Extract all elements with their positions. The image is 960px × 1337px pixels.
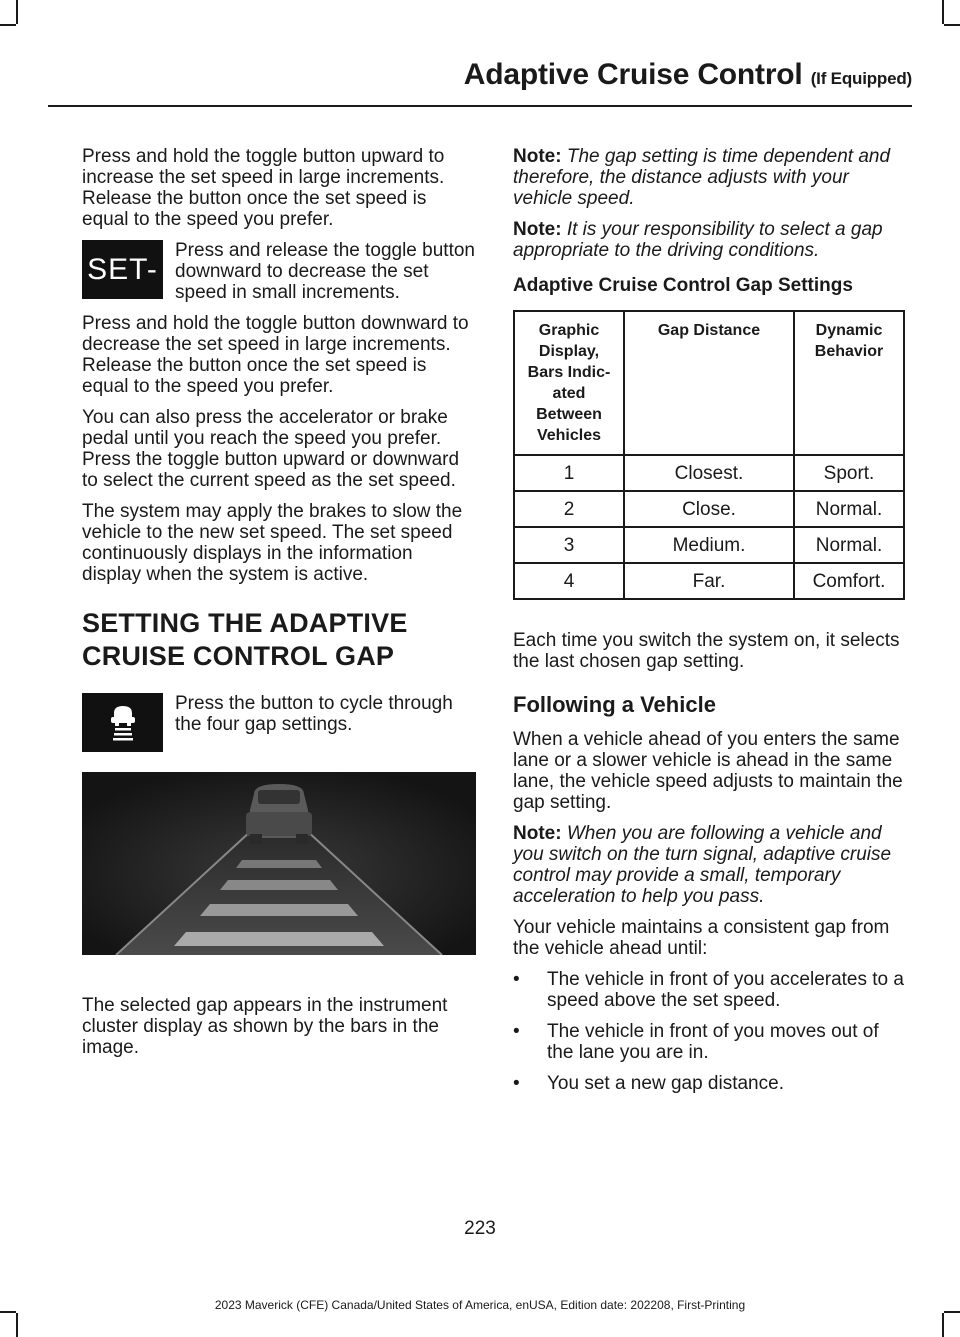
note [513,823,906,907]
table-cell: Sport. [794,455,904,491]
paragraph: Press and release the toggle button downward to decrease the set speed in small increments. [175,240,475,303]
table-header-cell: Dynamic Behavior [794,311,904,455]
gap-button-block [82,693,476,752]
list-item [513,1073,906,1094]
table-cell: 1 [514,455,624,491]
note-text: It is your responsibility to select a gap appropriate to the driving conditions. [513,219,883,261]
note-label: Note: [513,219,562,240]
table-cell: Normal. [794,491,904,527]
right-column [513,146,906,1104]
set-minus-label: SET- [87,253,158,286]
table-cell: 4 [514,563,624,599]
gap-settings-table [513,310,905,600]
crop-mark [942,0,944,24]
table-cell: Normal. [794,527,904,563]
page-number: 223 [464,1218,496,1239]
table-cell: Close. [624,491,794,527]
list-item-text: The vehicle in front of you moves out of the lane you are in. [547,1021,879,1063]
list-item-text: The vehicle in front of you accelerates to a speed above the set speed. [547,969,904,1011]
crop-mark [944,24,960,26]
bullet-icon: • [513,1021,520,1042]
crop-mark [0,24,16,26]
gap-distance-icon [82,693,163,752]
table-header-cell: Gap Distance [624,311,794,455]
table-cell: Closest. [624,455,794,491]
bullet-icon: • [513,1073,520,1094]
bullet-icon: • [513,969,520,990]
table-cell: Comfort. [794,563,904,599]
note-label: Note: [513,823,562,844]
page-title [464,58,912,92]
paragraph: Press and hold the toggle button downward to decrease the set speed in large increments. Release the button once the set speed is equal to the speed you prefer. [82,313,469,397]
list-item-text: You set a new gap distance. [547,1073,784,1094]
paragraph: When a vehicle ahead of you enters the same lane or a slower vehicle is ahead in the same lane, the vehicle speed adjusts to maintain the gap setting. [513,729,903,813]
edition-line: 2023 Maverick (CFE) Canada/United States of America, enUSA, Edition date: 202208, First-Printing [214,1298,746,1312]
table-title: Adaptive Cruise Control Gap Settings [513,275,853,296]
table-cell: Far. [624,563,794,599]
section-heading-line: CRUISE CONTROL GAP [82,641,395,671]
table-row [514,491,904,527]
set-minus-button-icon [82,240,163,299]
table-row [514,455,904,491]
note-text: When you are following a vehicle and you switch on the turn signal, adaptive cruise control may provide a small, temporary acceleration to help you pass. [513,823,892,907]
list-item [513,1021,906,1063]
paragraph: Press and hold the toggle button upward to increase the set speed in large increments. Release the button once the set speed is equal to the speed you prefer. [82,146,445,230]
crop-mark [942,1313,944,1337]
list-item [513,969,906,1011]
table-row [514,563,904,599]
note [513,146,906,209]
section-heading-line: SETTING THE ADAPTIVE [82,608,408,638]
gap-display-image [82,772,476,955]
paragraph: The selected gap appears in the instrument cluster display as shown by the bars in the image. [82,995,448,1058]
page-title-qualifier: (If Equipped) [810,69,912,88]
paragraph: You can also press the accelerator or brake pedal until you reach the speed you prefer. Press the toggle button upward or downward to select the current speed as the set speed. [82,407,460,491]
bullet-list [513,969,906,1094]
table-header-row [514,311,904,455]
table-row [514,527,904,563]
subsection-heading: Following a Vehicle [513,692,716,717]
paragraph: Press the button to cycle through the four gap settings. [175,693,453,735]
left-column [82,146,476,1068]
set-minus-block [82,240,476,303]
crop-mark [16,1313,18,1337]
note [513,219,906,261]
paragraph: Each time you switch the system on, it selects the last chosen gap setting. [513,630,900,672]
section-heading [82,607,476,673]
table-header-cell: Graphic Display, Bars Indic- ated Between Vehicles [514,311,624,455]
table-cell: 3 [514,527,624,563]
table-cell: 2 [514,491,624,527]
crop-mark [16,0,18,24]
paragraph: Your vehicle maintains a consistent gap from the vehicle ahead until: [513,917,890,959]
header-rule [48,105,912,107]
note-label: Note: [513,146,562,167]
paragraph: The system may apply the brakes to slow the vehicle to the new set speed. The set speed continuously displays in the information display when the system is active. [82,501,463,585]
note-text: The gap setting is time dependent and therefore, the distance adjusts with your vehicle speed. [513,146,891,209]
page-title-text: Adaptive Cruise Control [463,58,803,91]
table-cell: Medium. [624,527,794,563]
